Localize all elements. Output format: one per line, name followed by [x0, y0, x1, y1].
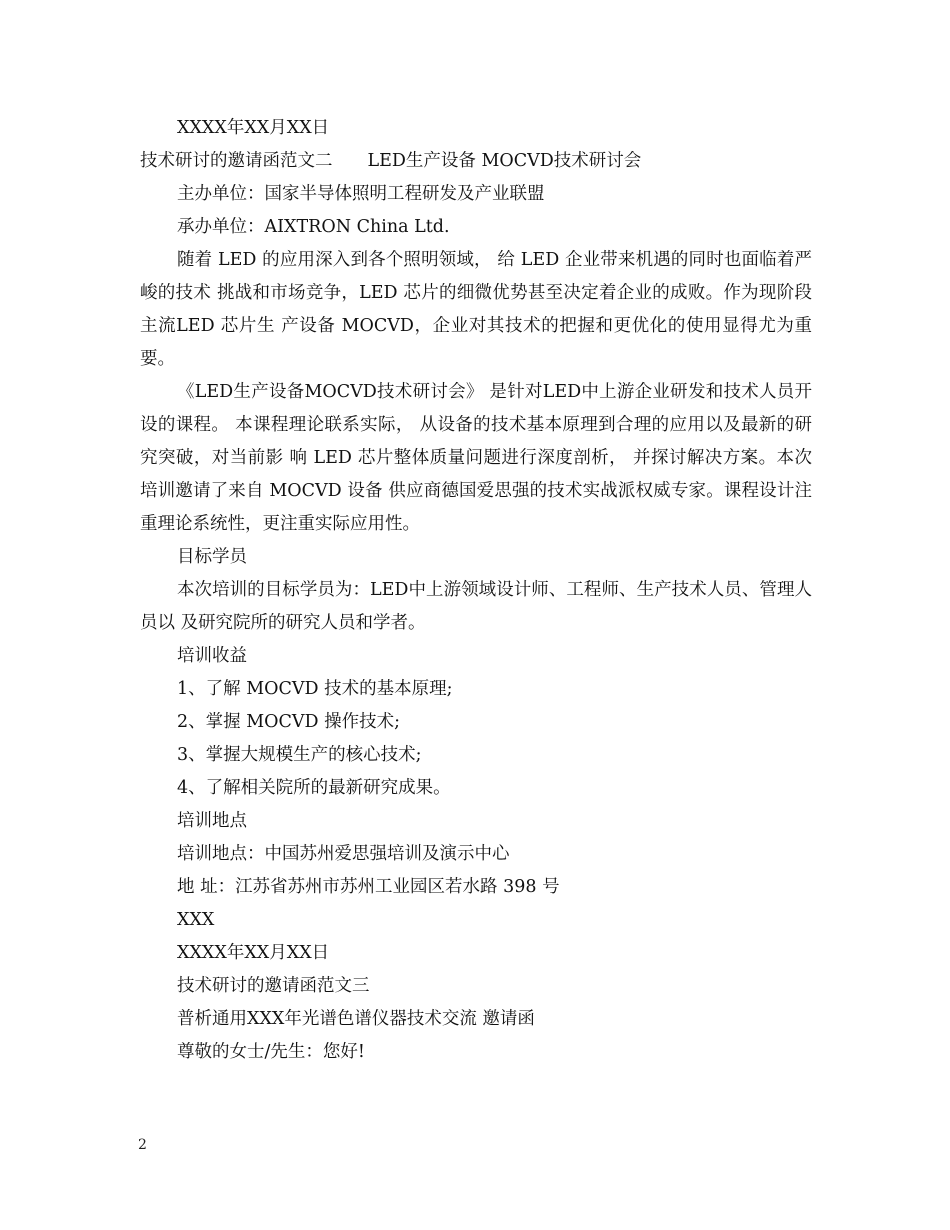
- paragraph-target-heading: 目标学员: [177, 547, 247, 567]
- list-item-benefit-3: 3、掌握大规模生产的核心技术;: [177, 745, 422, 765]
- list-item-benefit-2: 2、掌握 MOCVD 操作技术;: [177, 712, 400, 732]
- paragraph-date-1: XXXX年XX月XX日: [177, 118, 330, 138]
- page-number: 2: [138, 1137, 147, 1153]
- list-item-benefit-1: 1、了解 MOCVD 技术的基本原理;: [177, 679, 453, 699]
- paragraph-date-2: XXXX年XX月XX日: [177, 943, 330, 963]
- paragraph-signature: XXX: [177, 910, 215, 930]
- paragraph-address: 地 址：江苏省苏州市苏州工业园区若水路 398 号: [177, 877, 560, 897]
- paragraph-greeting: 尊敬的女士/先生：您好!: [177, 1042, 365, 1062]
- paragraph-sample-two-heading: 技术研讨的邀请函范文二 LED生产设备 MOCVD技术研讨会: [140, 151, 642, 171]
- paragraph-organizer: 主办单位：国家半导体照明工程研发及产业联盟: [177, 184, 545, 204]
- document-body: [140, 112, 812, 1069]
- paragraph-sample-three-heading: 技术研讨的邀请函范文三: [177, 976, 370, 996]
- paragraph-intro: 随着 LED 的应用深入到各个照明领域， 给 LED 企业带来机遇的同时也面临着严峻的技术 挑战和市场竞争，LED 芯片的细微优势甚至决定着企业的成败。作为现阶段主流LED 芯片生 产设备 MOCVD，企业对其技术的把握和更优化的使用显得尤为重要。: [140, 250, 812, 369]
- paragraph-location: 培训地点：中国苏州爱思强培训及演示中心: [177, 844, 510, 864]
- paragraph-location-heading: 培训地点: [177, 811, 247, 831]
- list-item-benefit-4: 4、了解相关院所的最新研究成果。: [177, 778, 451, 798]
- paragraph-course-description: 《LED生产设备MOCVD技术研讨会》 是针对LED中上游企业研发和技术人员开设的课程。 本课程理论联系实际， 从设备的技术基本原理到合理的应用以及最新的研究突破，对当前影 响 LED 芯片整体质量问题进行深度剖析， 并探讨解决方案。本次培训邀请了来自 MOCVD 设备 供应商德国爱思强的技术实战派权威专家。课程设计注重理论系统性，更注重实际应用性。: [140, 382, 812, 534]
- paragraph-benefits-heading: 培训收益: [177, 646, 247, 666]
- paragraph-invitation-title: 普析通用XXX年光谱色谱仪器技术交流 邀请函: [177, 1009, 535, 1029]
- paragraph-co-organizer: 承办单位：AIXTRON China Ltd.: [177, 217, 450, 237]
- paragraph-target-text: 本次培训的目标学员为：LED中上游领域设计师、工程师、生产技术人员、管理人员以 及研究院所的研究人员和学者。: [140, 580, 812, 633]
